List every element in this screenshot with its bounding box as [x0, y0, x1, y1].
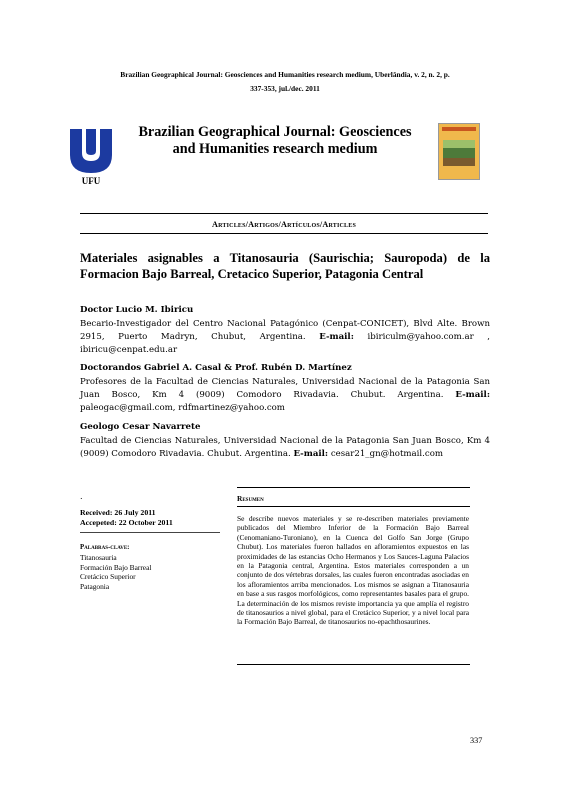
author-name: Doctorandos Gabriel A. Casal & Prof. Rubén D. Martínez: [80, 363, 352, 373]
author-email[interactable]: cesar21_gn@hotmail.com: [330, 449, 444, 459]
author-name: Geologo Cesar Navarrete: [80, 422, 201, 432]
affiliation-text: Profesores de la Facultad de Ciencias Naturales, Universidad Nacional de la Patagonia San Juan Bosco, Km 4 (9009) Comodoro Rivadavia. Chubut. Argentina.: [80, 377, 490, 400]
affiliation-text: Facultad de Ciencias Naturales, Universidad Nacional de la Patagonia San Juan Bosco, Km 4 (9009) Comodoro Rivadavia. Chubut. Argentina.: [80, 436, 490, 459]
author-affiliation: [80, 376, 490, 415]
marker-dot: .: [80, 492, 83, 501]
logo-text: UFU: [81, 176, 101, 186]
accepted-date: Accepeted: 22 October 2011: [80, 518, 173, 527]
email-label: E-mail:: [319, 332, 354, 342]
email-label: E-mail:: [455, 390, 490, 400]
journal-title: Brazilian Geographical Journal: Geosciences and Humanities research medium: [138, 124, 412, 157]
ufu-logo-icon: [68, 125, 114, 177]
keywords-box: [80, 540, 220, 591]
section-label: Articles/Artigos/Artículos/Articles: [211, 220, 356, 229]
divider: [80, 532, 220, 533]
author-email[interactable]: paleogac@gmail.com, rdfmartinez@yahoo.com: [80, 403, 285, 413]
journal-citation: [60, 68, 510, 96]
affiliation-text: Becario-Investigador del Centro Nacional Patagónico (Cenpat-CONICET), Blvd Alte. Brown 2915, Puerto Madryn, Chubut, Argentina.: [80, 319, 490, 342]
author-affiliation: [80, 435, 490, 461]
author-email[interactable]: ibiriculm@yahoo.com.ar , ibiricu@cenpat.edu.ar: [80, 332, 491, 355]
abstract-title: Resumen: [237, 494, 264, 503]
journal-cover-image: [438, 123, 480, 180]
keyword-item: Formación Bajo Barreal: [80, 562, 152, 572]
page-number: 337: [470, 736, 483, 745]
divider: [237, 664, 470, 665]
keyword-item: Patagonia: [80, 581, 110, 591]
author-name: Doctor Lucio M. Ibiricu: [80, 305, 194, 315]
citation-line-2: 337-353, jul./dec. 2011: [250, 84, 320, 93]
divider: [80, 233, 488, 234]
citation-line-1: Brazilian Geographical Journal: Geosciences and Humanities research medium, Uberlândia, v. 2, n. 2, p.: [120, 70, 450, 79]
keyword-item: Titanosauria: [80, 553, 117, 562]
divider: [237, 506, 470, 507]
email-label: E-mail:: [293, 449, 329, 459]
received-date: Received: 26 July 2011: [80, 508, 156, 517]
divider: [80, 213, 488, 214]
abstract-body: Se describe nuevos materiales y se re-describen materiales previamente publicados del Miembro Inferior de la Formación Bajo Barreal (Cenomaniano-Turoniano), en la Cuenca del Golfo San Jorge (Grupo Chubut). Los materiales fueron hallados en afloramientos expuestos en las proximidades de las estancias Ocho Hermanos y Los Sauces-Laguna Palacios en la Patagonia central, Argentina. Estos materiales corresponden a un conjunto de dos vértebras dorsales, las cuales fueron encontradas asociadas en los afloramientos arriba mencionados. Los mismos se asignan a Titanosauria en base a sus rasgos morfológicos, como representantes basales para el grupo. La determinación de los mismos reviste importancia ya que amplía el registro de titanosaurios a nivel global, para el Cretácico Superior, y a nivel local para la Formación Bajo Barreal, de titanosaurios no-epachthosaurines.: [237, 514, 469, 627]
keyword-item: Cretácico Superior: [80, 572, 136, 581]
keywords-title: Palabras-clave:: [80, 544, 130, 551]
dates-block: [80, 508, 230, 528]
divider: [237, 487, 470, 488]
author-affiliation: [80, 318, 490, 357]
article-title: Materiales asignables a Titanosauria (Saurischia; Sauropoda) de la Formacion Bajo Barreal, Cretacico Superior, Patagonia Central: [80, 251, 490, 281]
